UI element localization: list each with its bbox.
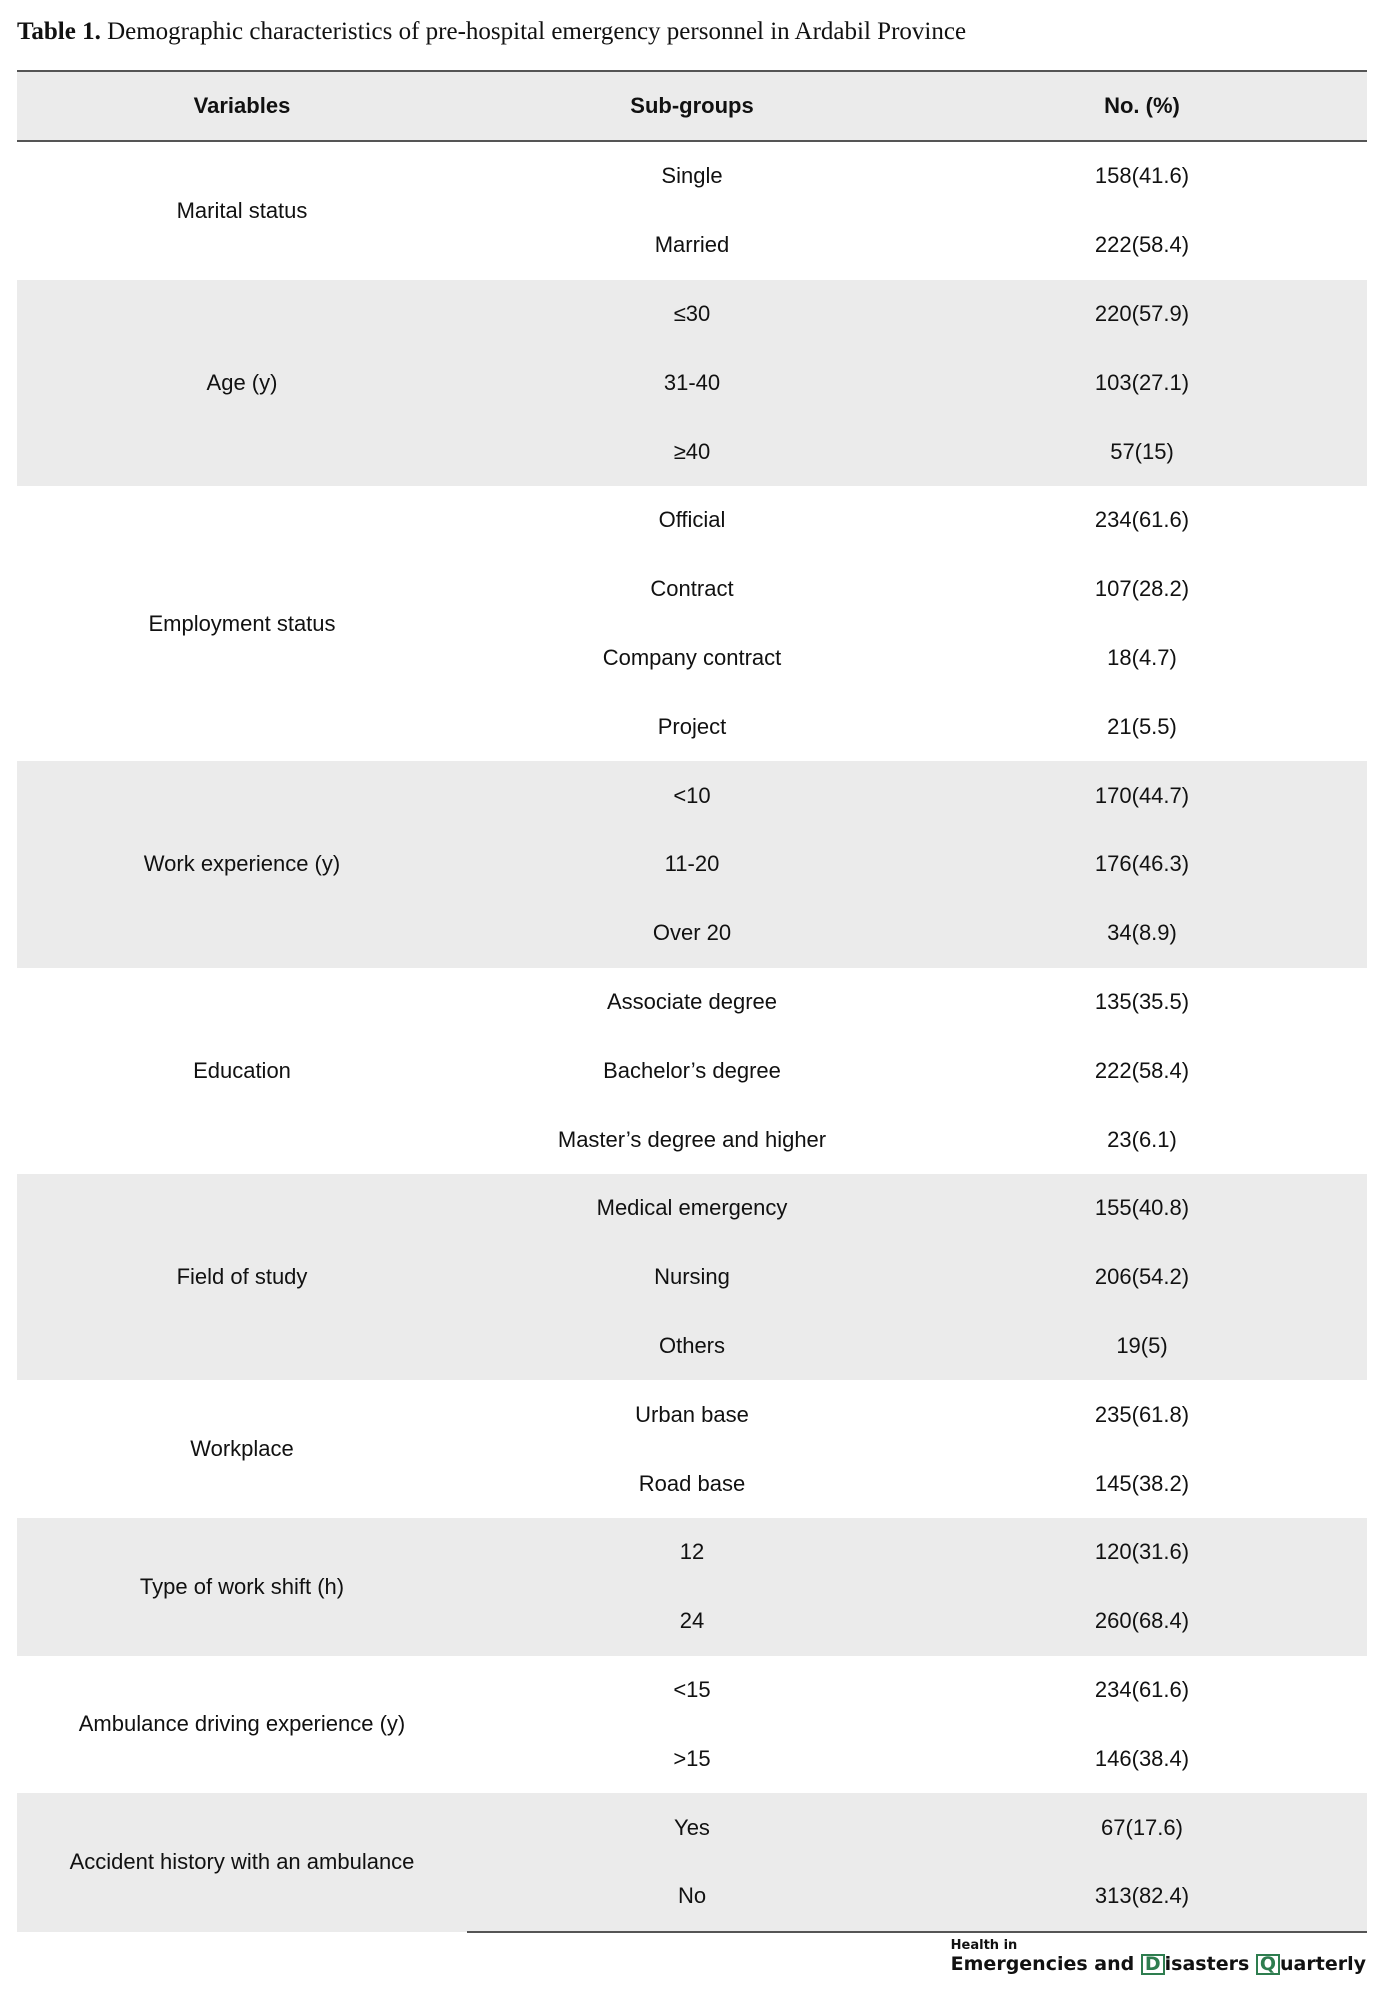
logo-line-1: Health in <box>950 1938 1018 1953</box>
variable-cell: Age (y) <box>17 280 467 486</box>
subgroup-cell: >15 <box>673 1745 711 1771</box>
subgroup-cell: Single <box>661 163 723 189</box>
table-row <box>17 1656 1367 1725</box>
logo-word-and: and <box>1087 1953 1141 1975</box>
count-percent-cell: 260(68.4) <box>917 1587 1367 1656</box>
subgroup-cell: <10 <box>467 761 917 830</box>
count-percent-cell: 34(8.9) <box>917 899 1367 968</box>
count-percent-cell: 222(58.4) <box>1094 1057 1190 1083</box>
subgroup-cell: <15 <box>673 1676 711 1702</box>
subgroup-cell: Married <box>654 232 730 258</box>
table-row <box>17 761 1367 830</box>
count-percent-cell: 120(31.6) <box>917 1518 1367 1587</box>
count-percent-cell: 146(38.4) <box>1094 1745 1190 1771</box>
variable-cell: Ambulance driving experience (y) <box>78 1711 406 1737</box>
caption-label: Table 1. <box>17 18 101 45</box>
subgroup-cell: 12 <box>467 1518 917 1587</box>
count-percent-cell: 103(27.1) <box>917 348 1367 417</box>
variable-cell: Type of work shift (h) <box>17 1518 467 1656</box>
subgroup-cell: ≥40 <box>467 417 917 486</box>
table-row <box>17 1518 1367 1587</box>
variable-cell: Marital status <box>176 197 308 223</box>
demographics-table-container <box>17 70 1367 1933</box>
count-percent-cell: 23(6.1) <box>1107 1126 1177 1152</box>
count-percent-cell: 18(4.7) <box>1107 644 1177 670</box>
subgroup-cell: 31-40 <box>467 348 917 417</box>
subgroup-cell: Bachelor’s degree <box>603 1057 781 1083</box>
subgroup-cell: 11-20 <box>467 830 917 899</box>
variable-cell: Work experience (y) <box>17 761 467 967</box>
subgroup-cell: Project <box>657 713 727 739</box>
subgroup-cell: Master’s degree and higher <box>557 1126 827 1152</box>
header-row <box>17 71 1367 141</box>
table-body <box>17 141 1367 1932</box>
table-row <box>17 1793 1367 1862</box>
subgroup-cell: Contract <box>650 576 734 602</box>
table-row <box>17 486 1367 555</box>
variable-cell: Employment status <box>148 610 336 636</box>
table-row <box>17 968 1367 1037</box>
header-variables: Variables <box>17 71 467 141</box>
table-caption <box>17 14 966 50</box>
count-percent-cell: 235(61.8) <box>1094 1401 1190 1427</box>
logo-word-uarterly: uarterly <box>1280 1953 1366 1975</box>
count-percent-cell: 67(17.6) <box>917 1793 1367 1862</box>
subgroup-cell: Road base <box>638 1470 746 1496</box>
variable-cell: Workplace <box>190 1436 294 1462</box>
count-percent-cell: 19(5) <box>917 1312 1367 1381</box>
count-percent-cell: 234(61.6) <box>1094 507 1190 533</box>
logo-letter-d: D <box>1141 1954 1165 1975</box>
table-row <box>17 141 1367 211</box>
subgroup-cell: Nursing <box>467 1243 917 1312</box>
count-percent-cell: 222(58.4) <box>1094 232 1190 258</box>
subgroup-cell: Yes <box>467 1793 917 1862</box>
subgroup-cell: Company contract <box>602 644 782 670</box>
table-row <box>17 280 1367 349</box>
table-row <box>17 1174 1367 1243</box>
subgroup-cell: 24 <box>467 1587 917 1656</box>
count-percent-cell: 176(46.3) <box>917 830 1367 899</box>
journal-logo <box>951 1938 1366 1975</box>
count-percent-cell: 158(41.6) <box>1094 163 1190 189</box>
count-percent-cell: 206(54.2) <box>917 1243 1367 1312</box>
logo-word-isasters: isasters <box>1164 1953 1256 1975</box>
count-percent-cell: 220(57.9) <box>917 280 1367 349</box>
variable-cell: Field of study <box>17 1174 467 1380</box>
logo-letter-q: Q <box>1256 1954 1280 1975</box>
subgroup-cell: Official <box>658 507 726 533</box>
count-percent-cell: 107(28.2) <box>1094 576 1190 602</box>
subgroup-cell: ≤30 <box>467 280 917 349</box>
table-row <box>17 1380 1367 1449</box>
subgroup-cell: Urban base <box>635 1401 749 1427</box>
demographics-table <box>17 70 1367 1933</box>
count-percent-cell: 234(61.6) <box>1094 1676 1190 1702</box>
count-percent-cell: 313(82.4) <box>917 1862 1367 1932</box>
header-count-percent: No. (%) <box>917 71 1367 141</box>
subgroup-cell: Over 20 <box>467 899 917 968</box>
count-percent-cell: 145(38.2) <box>1094 1470 1190 1496</box>
logo-line-2 <box>951 1953 1366 1975</box>
count-percent-cell: 21(5.5) <box>1107 713 1177 739</box>
variable-cell: Accident history with an ambulance <box>17 1793 467 1932</box>
count-percent-cell: 155(40.8) <box>917 1174 1367 1243</box>
subgroup-cell: No <box>467 1862 917 1932</box>
variable-cell: Education <box>193 1057 291 1083</box>
subgroup-cell: Medical emergency <box>467 1174 917 1243</box>
count-percent-cell: 57(15) <box>917 417 1367 486</box>
subgroup-cell: Associate degree <box>607 988 777 1014</box>
logo-word-emergencies: Emergencies <box>950 1953 1088 1975</box>
count-percent-cell: 135(35.5) <box>1094 988 1190 1014</box>
header-sub-groups: Sub-groups <box>467 71 917 141</box>
caption-text: Demographic characteristics of pre-hospital emergency personnel in Ardabil Province <box>100 18 967 45</box>
subgroup-cell: Others <box>467 1312 917 1381</box>
count-percent-cell: 170(44.7) <box>917 761 1367 830</box>
table-header <box>17 71 1367 141</box>
